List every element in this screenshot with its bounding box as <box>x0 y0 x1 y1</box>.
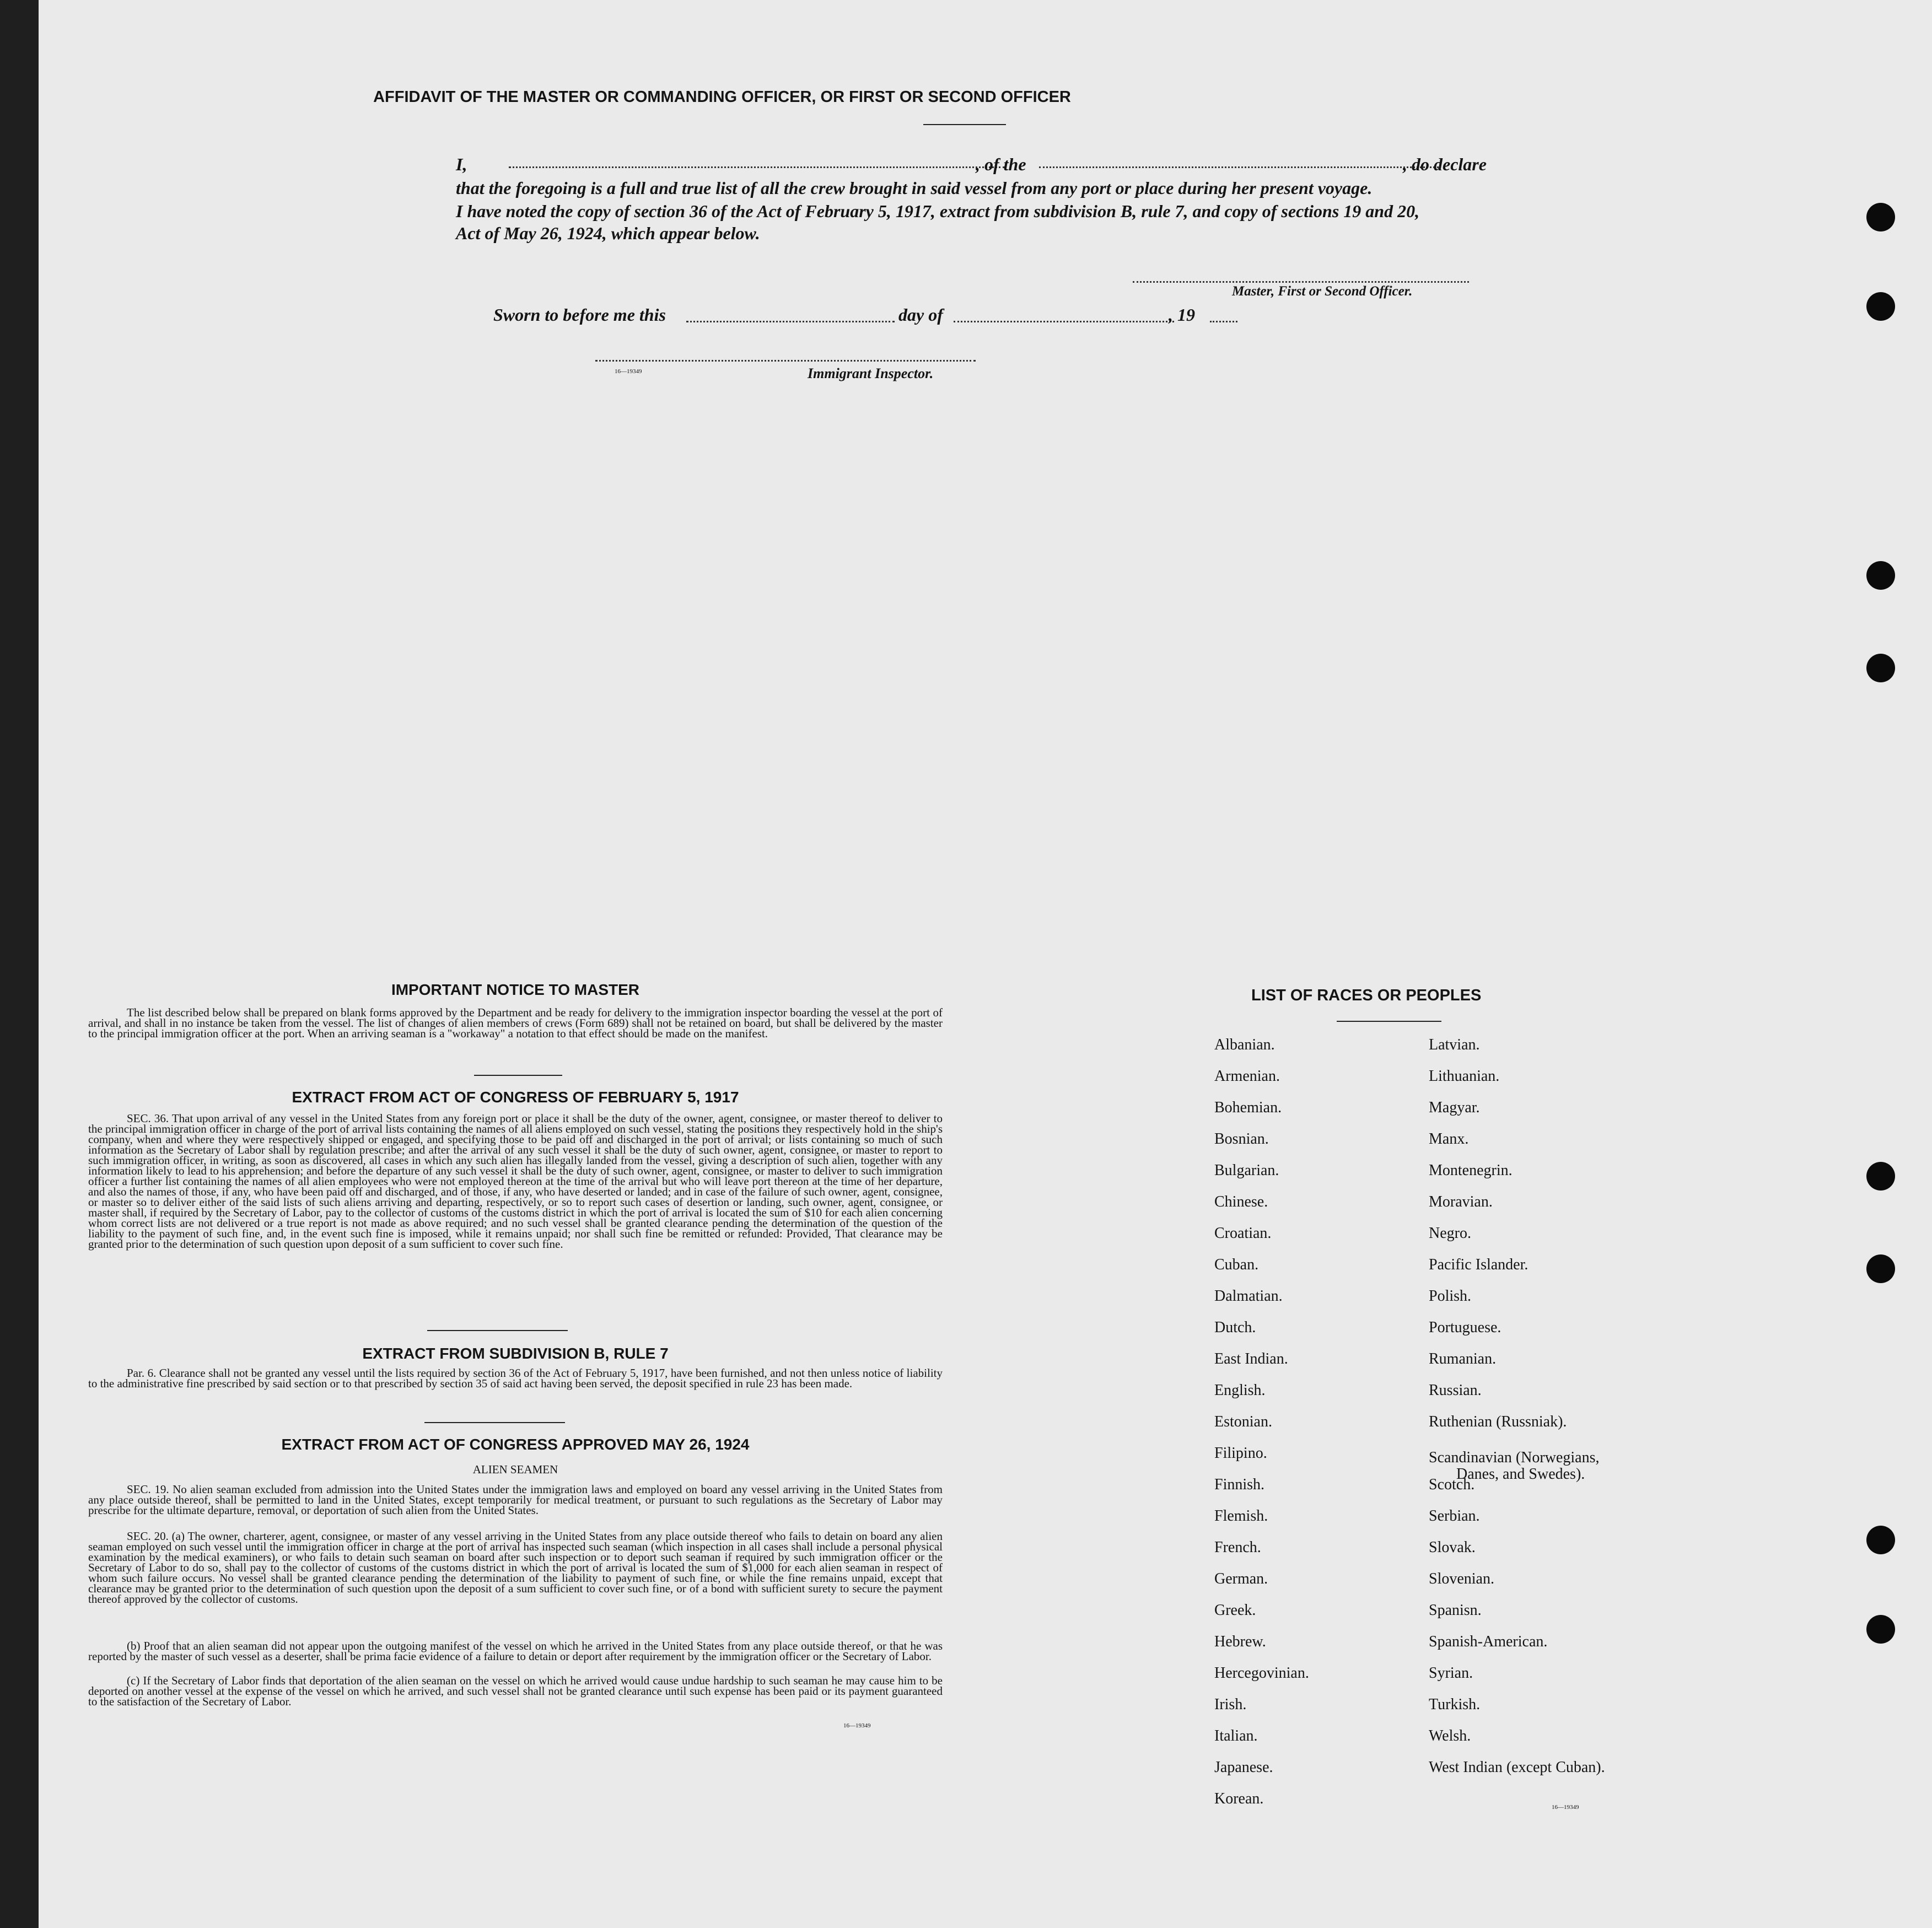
binder-hole <box>1866 1162 1895 1191</box>
day-of-label: day of <box>898 305 943 325</box>
race-item: Hercegovinian. <box>1214 1665 1309 1682</box>
race-item: Estonian. <box>1214 1413 1272 1430</box>
race-item: Latvian. <box>1429 1036 1480 1053</box>
races-title-underline <box>1337 1021 1441 1022</box>
race-item: Lithuanian. <box>1429 1068 1500 1085</box>
race-item: Greek. <box>1214 1602 1256 1619</box>
binder-hole <box>1866 292 1895 321</box>
sworn-year-blank[interactable] <box>1210 321 1237 322</box>
race-item: Irish. <box>1214 1696 1247 1713</box>
race-item: Spanisn. <box>1429 1602 1482 1619</box>
notice-text: The list described below shall be prepared on blank forms approved by the Department and be ready for delivery to the immigration inspector boarding the vessel at the port of arrival, and shall in no instance be taken from the vessel. The list of changes of alien members of crews (Form 689) shall not be retained on board, but shall be delivered by the master to the principal immigration officer at the port. When an arriving seaman is a "workaway" a notation to that effect should be made on the manifest. <box>88 1006 943 1040</box>
race-item: Magyar. <box>1429 1099 1480 1116</box>
race-item: Japanese. <box>1214 1759 1273 1776</box>
race-item: Dalmatian. <box>1214 1288 1283 1305</box>
form-number: 16—19349 <box>615 368 642 375</box>
binder-hole <box>1866 654 1895 682</box>
race-item: Cuban. <box>1214 1256 1259 1273</box>
race-item: Hebrew. <box>1214 1633 1266 1650</box>
race-item: Finnish. <box>1214 1476 1265 1493</box>
race-item: Manx. <box>1429 1130 1469 1148</box>
race-item: Dutch. <box>1214 1319 1256 1336</box>
notice-title: IMPORTANT NOTICE TO MASTER <box>391 981 640 998</box>
extract-1917-text: SEC. 36. That upon arrival of any vessel in the United States from any foreign port or place it shall be the duty of the owner, agent, consignee, or master thereof to deliver to the principal immigration officer in charge of the port of arrival lists containing the names of all aliens employed on such vessel, stating the positions they respectively hold in the ship's company, when and where they were respectively shipped or engaged, and specifying those to be paid off and discharged in the port of arrival; or lists containing so much of such information as the Secretary of Labor shall by regulation prescribe; and after the arrival of any such vessel it shall be the duty of such owner, agent, consignee, or master to report to such immigration officer, in writing, as soon as discovered, all cases in which any such alien has illegally landed from the vessel, giving a description of such alien, together with any information likely to lead to his apprehension; and before the departure of any such vessel it shall be the duty of such owner, agent, consignee, or master to deliver to such immigration officer a further list containing the names of all alien employees who were not employed thereon at the time of the arrival but who will leave port thereon at the time of her departure, and also the names of those, if any, who have been paid off and discharged, and of those, if any, who have deserted or landed; and in case of the failure of such owner, agent, consignee, or master so to deliver either of the said lists of such aliens arriving and departing, respectively, or so to report such cases of desertion or landing, such owner, agent, consignee, or master shall, if required by the Secretary of Labor, pay to the collector of customs of the customs district in which the port of arrival is located the sum of $10 for each alien concerning whom correct lists are not delivered or a true report is not made as above required; and no such vessel shall be granted clearance pending the determination of the question of the liability to the payment of such fine, and, in the event such fine is imposed, while it remains unpaid; nor shall such fine be remitted or refunded: Provided, That clearance may be granted prior to the determination of such question upon deposit of a sum sufficient to cover such fine. <box>88 1112 943 1251</box>
sworn-day-blank[interactable] <box>686 321 895 322</box>
form-number: 16—19349 <box>1552 1804 1579 1811</box>
race-item: Croatian. <box>1214 1225 1272 1242</box>
race-item: German. <box>1214 1570 1268 1587</box>
race-item: Polish. <box>1429 1288 1472 1305</box>
scanned-form-page <box>39 0 1932 1928</box>
of-the-label: , of the <box>976 154 1026 174</box>
race-item: Spanish-American. <box>1429 1633 1548 1650</box>
race-item: French. <box>1214 1539 1261 1556</box>
race-item: Serbian. <box>1429 1507 1480 1525</box>
affidavit-body-line: that the foregoing is a full and true list of all the crew brought in said vessel from any port or place during her present voyage. <box>456 178 1373 198</box>
race-item: Danes, and Swedes). <box>1456 1466 1585 1483</box>
inspector-signature-line[interactable] <box>595 360 976 362</box>
race-item: Armenian. <box>1214 1068 1280 1085</box>
races-title: LIST OF RACES OR PEOPLES <box>1251 987 1482 1004</box>
binder-hole <box>1866 561 1895 590</box>
race-item: Negro. <box>1429 1225 1471 1242</box>
section-divider <box>427 1330 568 1331</box>
race-item: Slovak. <box>1429 1539 1476 1556</box>
race-item: Russian. <box>1429 1382 1482 1399</box>
extract-rule7-title: EXTRACT FROM SUBDIVISION B, RULE 7 <box>362 1345 669 1362</box>
sworn-label: Sworn to before me this <box>493 305 666 325</box>
do-declare-label: , do declare <box>1403 154 1487 174</box>
alien-seamen-subtitle: ALIEN SEAMEN <box>472 1463 558 1476</box>
race-item: Slovenian. <box>1429 1570 1494 1587</box>
race-item: Chinese. <box>1214 1193 1268 1210</box>
race-item: Scandinavian (Norwegians, <box>1429 1449 1600 1466</box>
extract-rule7-text: Par. 6. Clearance shall not be granted any vessel until the lists required by section 36 of the Act of February 5, 1917, have been furnished, and not then unless notice of liability to the administrative fine prescribed by said section or to that prescribed by section 35 of said act having been served, the deposit specified in rule 23 has been made. <box>88 1366 943 1390</box>
section-divider <box>424 1422 565 1423</box>
race-item: Scotch. <box>1429 1476 1475 1493</box>
extract-1924-title: EXTRACT FROM ACT OF CONGRESS APPROVED MAY 26, 1924 <box>281 1436 750 1453</box>
title-underline <box>923 124 1006 125</box>
race-item: East Indian. <box>1214 1350 1288 1367</box>
sworn-month-blank[interactable] <box>954 321 1174 322</box>
race-item: Flemish. <box>1214 1507 1268 1525</box>
race-item: Montenegrin. <box>1429 1162 1513 1179</box>
race-item: Albanian. <box>1214 1036 1275 1053</box>
race-item: Bohemian. <box>1214 1099 1282 1116</box>
race-item: Pacific Islander. <box>1429 1256 1529 1273</box>
master-signature-line[interactable] <box>1133 281 1469 283</box>
race-item: West Indian (except Cuban). <box>1429 1759 1605 1776</box>
race-item: Bosnian. <box>1214 1130 1269 1148</box>
race-item: Ruthenian (Russniak). <box>1429 1413 1567 1430</box>
extract-1917-title: EXTRACT FROM ACT OF CONGRESS OF FEBRUARY 5, 1917 <box>292 1089 739 1106</box>
race-item: Bulgarian. <box>1214 1162 1279 1179</box>
section-divider <box>474 1075 562 1076</box>
form-number: 16—19349 <box>843 1722 871 1729</box>
affidavit-title: AFFIDAVIT OF THE MASTER OR COMMANDING OFFICER, OR FIRST OR SECOND OFFICER <box>373 88 1071 106</box>
race-item: Turkish. <box>1429 1696 1481 1713</box>
extract-1924-sec20c: (c) If the Secretary of Labor finds that deportation of the alien seaman on the vessel on which he arrived would cause undue hardship to such seaman he may cause him to be deported on another vessel at the expense of the vessel on which he arrived, and such vessel shall not be granted clearance until such expense has been paid or its payment guaranteed to the satisfaction of the Secretary of Labor. <box>88 1674 943 1708</box>
race-item: Portuguese. <box>1429 1319 1502 1336</box>
race-item: English. <box>1214 1382 1266 1399</box>
affidavit-body-line: I have noted the copy of section 36 of the Act of February 5, 1917, extract from subdivision B, rule 7, and copy of sections 19 and 20, <box>456 201 1420 221</box>
affidavit-body-line: Act of May 26, 1924, which appear below. <box>456 223 760 243</box>
race-item: Korean. <box>1214 1790 1264 1807</box>
year-label: , 19 <box>1169 305 1195 325</box>
binder-hole <box>1866 203 1895 231</box>
race-item: Filipino. <box>1214 1445 1267 1462</box>
name-blank-line[interactable] <box>509 166 1005 168</box>
affidavit-i-label: I, <box>456 154 467 174</box>
race-item: Syrian. <box>1429 1665 1473 1682</box>
vessel-blank-line[interactable] <box>1039 166 1439 168</box>
binder-hole <box>1866 1526 1895 1554</box>
binder-hole <box>1866 1615 1895 1644</box>
race-item: Rumanian. <box>1429 1350 1497 1367</box>
race-item: Italian. <box>1214 1727 1258 1744</box>
race-item: Moravian. <box>1429 1193 1493 1210</box>
master-signature-caption: Master, First or Second Officer. <box>1232 284 1413 299</box>
race-item: Welsh. <box>1429 1727 1471 1744</box>
inspector-caption: Immigrant Inspector. <box>808 365 934 381</box>
extract-1924-sec19: SEC. 19. No alien seaman excluded from admission into the United States under the immigration laws and employed on board any vessel arriving in the United States from any place outside thereof, shall be permitted to land in the United States, except temporarily for medical treatment, or pursuant to such regulations as the Secretary of Labor may prescribe for the ultimate departure, removal, or deportation of such alien from the United States. <box>88 1483 943 1517</box>
extract-1924-sec20b: (b) Proof that an alien seaman did not appear upon the outgoing manifest of the vessel on which he arrived in the United States from any place outside thereof, or that he was reported by the master of such vessel as a deserter, shall be prima facie evidence of a failure to detain or deport after requirement by the immigration officer or the Secretary of Labor. <box>88 1639 943 1663</box>
binder-hole <box>1866 1254 1895 1283</box>
extract-1924-sec20a: SEC. 20. (a) The owner, charterer, agent, consignee, or master of any vessel arriving in the United States from any place outside thereof who fails to detain on board any alien seaman employed on such vessel until the immigration officer in charge at the port of arrival has inspected such seaman (which inspection in all cases shall include a personal physical examination by the medical examiners), or who fails to detain such seaman on board after such inspection or to deport such seaman if required by such immigration officer or the Secretary of Labor to do so, shall pay to the collector of customs of the customs district in which the port of arrival is located the sum of $1,000 for each alien seaman in respect of whom such failure occurs. No vessel shall be granted clearance pending the determination of the liability to payment of such fine, or while the fine remains unpaid, except that clearance may be granted prior to the determination of such question upon the deposit of a sum sufficient to cover such fine, or of a bond with sufficient surety to secure the payment thereof approved by the collector of customs. <box>88 1530 943 1606</box>
